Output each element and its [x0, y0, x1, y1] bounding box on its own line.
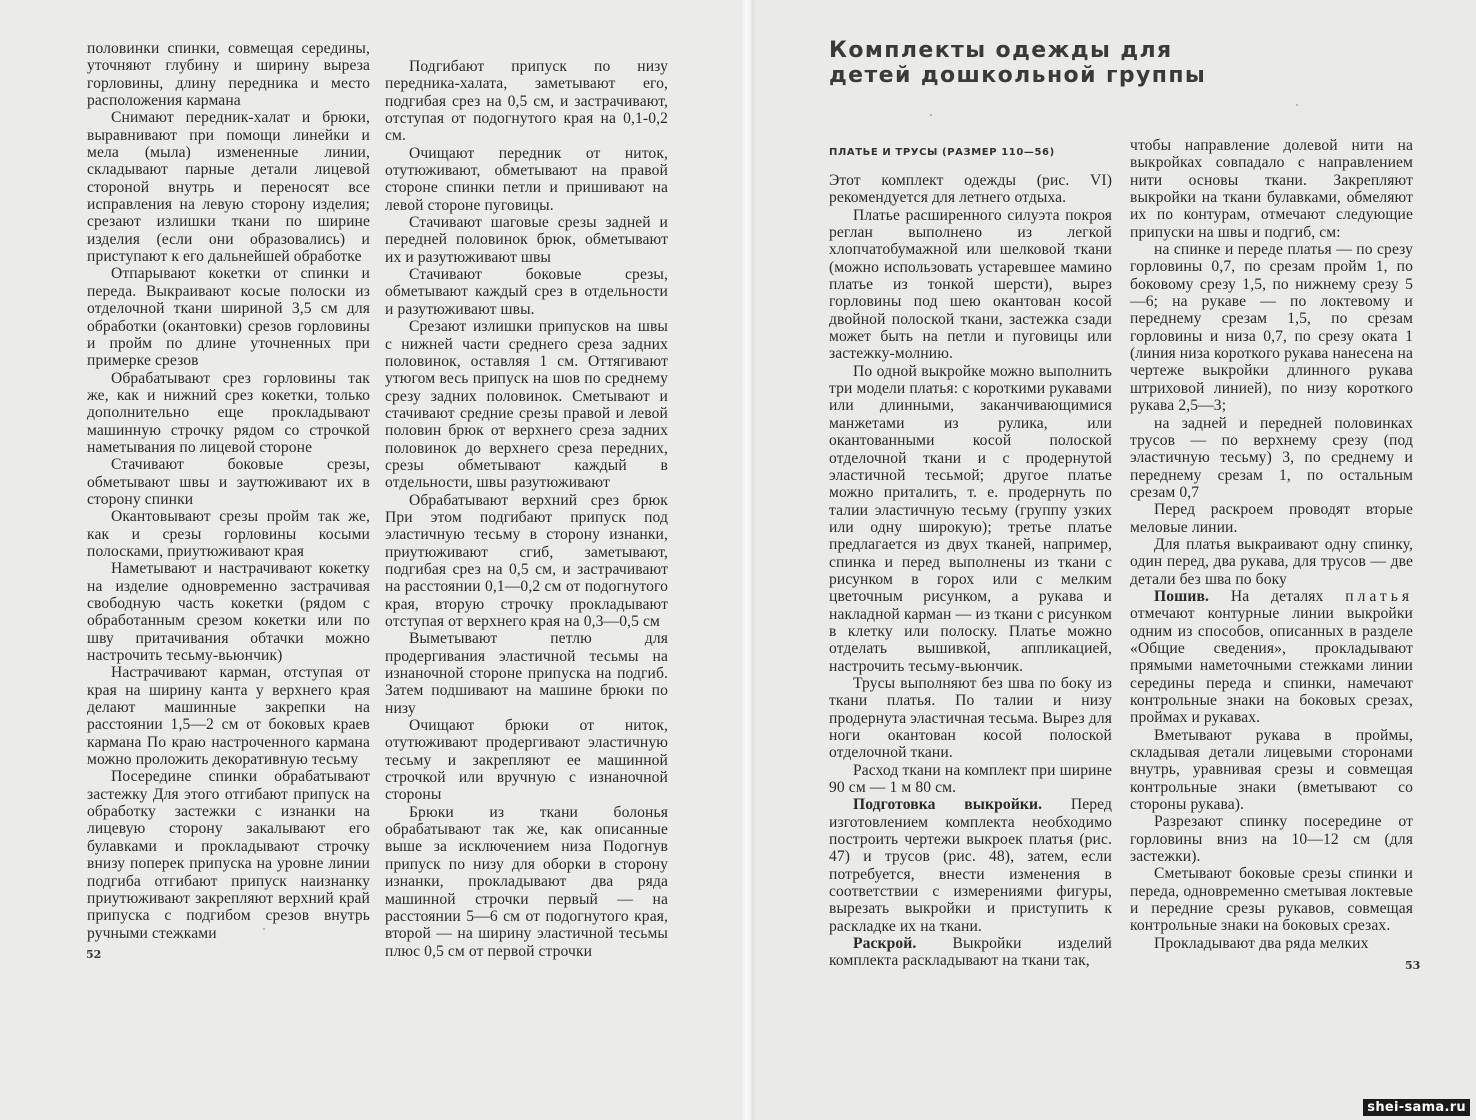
paragraph: Платье расширенного силуэта покроя реглан выполнено из легкой хлопчатобумажной или шелковой ткани (можно использовать устаревшее мамино платье из тонкой шерсти), вырез горловины под шею окантован косой двойной полоской ткани, застежка сзади может быть на петли и пуговицы или застежку-молнию.: [829, 206, 1112, 363]
run-in-heading: Пошив.: [1154, 587, 1209, 605]
paragraph-text: Выкройки изделий комплекта раскладывают на ткани так,: [829, 935, 1112, 970]
paragraph: Разрезают спинку посередине от горловины вниз на 10—12 см (для застежки).: [1130, 813, 1413, 866]
book-gutter: [740, 0, 754, 1120]
paragraph: на задней и передней половинках трусов — по верхнему срезу (под эластичную тесьму) 3, по среднему и переднему срезам 1, по остальным срезам 0,7: [1130, 414, 1413, 501]
paragraph: Вметывают рукава в проймы, складывая детали лицевыми сторонами внутрь, уравнивая срезы и совмещая контрольные знаки (вметывают со стороны рукава).: [1130, 726, 1413, 814]
run-in-heading: Раскрой.: [853, 935, 917, 953]
paragraph: половинки спинки, совмещая середины, уточняют глубину и ширину выреза горловины, длину передника и место расположения кармана: [87, 40, 370, 110]
paragraph: Стачивают боковые срезы, обметывают швы и заутюживают их в сторону спинки: [87, 456, 370, 508]
paragraph: [829, 935, 1112, 970]
paragraph: Снимают передник-халат и брюки, выравнивают при помощи линейки и мела (мыла) измененные линии, складывают парные детали лицевой стороной внутрь и переносят все исправления на левую сторону изделия; срезают излишки ткани по ширине изделия (если они образовались) и приступают к его дальнейшей обработке: [87, 109, 370, 266]
site-watermark: shei-sama.ru: [1363, 1099, 1470, 1116]
paragraph: Обрабатывают верхний срез брюк При этом подгибают припуск под эластичную тесьму в сторону изнанки, приутюживают сгиб, заметывают, подгибая срез на 0,5 см, и застрачивают на расстоянии 0,1—0,2 см от подогнутого края, вторую строчку прокладывают отступая от верхнего края на 0,3—0,5 см: [385, 491, 668, 630]
paragraph: Наметывают и настрачивают кокетку на изделие одновременно застрачивая свободную часть кокетки (рядом с обработанным срезом кокетки или по шву притачивания обтачки можно настрочить тесьму-вьюнчик): [87, 560, 370, 665]
paragraph: чтобы направление долевой нити на выкройках совпадало с направлением нити основы ткани. Закрепляют выкройки на ткани булавками, обмеляют их по контурам, отмечают следующие припуски на швы и подгиб, см:: [1130, 137, 1413, 241]
paragraph: [1130, 588, 1413, 727]
right-page-column-1: [829, 172, 1112, 970]
paragraph: По одной выкройке можно выполнить три модели платья: с короткими рукавами или длинными, заканчивающимися манжетами из рулика, или окантованными косой полоской отделочной ткани и с продернутой эластичной тесьмой; другое платье можно приталить, т. е. продернуть по талии эластичную тесьму (группу узких или одну широкую); третье платье предлагается из двух тканей, например, спинка и перед выполнены из ткани с рисунком в горох или с мелким цветочным рисунком, а рукава и накладной карман — из ткани с рисунком в клетку или полоску. Платье можно отделать вышивкой, аппликацией, настрочить тесьму-вьюнчик.: [829, 362, 1112, 675]
paragraph: Посередине спинки обрабатывают застежку Для этого отгибают припуск на обработку застежки с изнанки на лицевую сторону закалывают его булавками и прокладывают строчку внизу поперек припуска на уровне линии подгиба отгибают припуск наизнанку приутюживают закрепляют верхний край припуска с подгибом срезов внутрь ручными стежками: [87, 768, 370, 942]
paragraph-text: отмечают контурные линии выкройки одним из способов, описанных в разделе «Общие сведения», прокладывают прямыми наметочными стежками линии середины переда и спинки, намечают контрольные знаки на боковых срезах, проймах и рукавах.: [1130, 605, 1413, 727]
paragraph: Брюки из ткани болонья обрабатывают так же, как описанные выше за исключением низа Подогнув припуск по низу для оборки в сторону изнанки, прокладывают два ряда машинной строчки первый — на расстоянии 5—6 см от подогнутого края, второй — на ширину эластичной тесьмы плюс 0,5 см от первой строчки: [385, 803, 668, 960]
paragraph: Очищают брюки от ниток, отутюживают продергивают эластичную тесьму и закрепляют ее машинной строчкой или вручную с изнаночной стороны: [385, 717, 668, 804]
paragraph: на спинке и переде платья — по срезу горловины 0,7, по срезам пройм 1, по боковому срезу 1,5, по нижнему срезу 5—6; на рукаве — по локтевому и переднему срезам 1,5, по срезам горловины и низа 0,7, по срезу оката 1 (линия низа короткого рукава нанесена на чертеже выкройки длинного рукава штриховой линией), по низу короткого рукава 2,5—3;: [1130, 241, 1413, 415]
chapter-title: Комплекты одежды для детей дошкольной группы: [829, 38, 1207, 88]
paragraph: Подгибают припуск по низу передника-халата, заметывают его, подгибая срез на 0,5 см, и застрачивают, отступая от подогнутого края на 0,1-0,2 см.: [385, 58, 668, 145]
paragraph: Этот комплект одежды (рис. VI) рекомендуется для летнего отдыха.: [829, 172, 1112, 207]
paragraph: Выметывают петлю для продергивания эластичной тесьмы на изнаночной стороне припуска на подгиб. Затем подшивают на машине брюки по низу: [385, 630, 668, 717]
paragraph: Сметывают боковые срезы спинки и переда, одновременно сметывая локтевые и передние срезы рукавов, совмещая контрольные знаки на боковых срезах.: [1130, 865, 1413, 935]
run-in-heading: Подготовка выкройки.: [853, 796, 1043, 814]
paragraph: Для платья выкраивают одну спинку, один перед, два рукава, для трусов — две детали без шва по боку: [1130, 535, 1413, 588]
spaced-emphasis: платья: [1345, 587, 1413, 605]
paragraph: Отпарывают кокетки от спинки и переда. Выкраивают косые полоски из отделочной ткани шириной 3,5 см для обработки (окантовки) срезов горловины и пройм по длине уточненных при примерке срезов: [87, 265, 370, 370]
paragraph: Стачивают боковые срезы, обметывают каждый срез в отдельности и разутюживают швы.: [385, 266, 668, 318]
paragraph-text: Перед изготовлением комплекта необходимо построить чертежи выкроек платья (рис. 47) и трусов (рис. 48), затем, если потребуется, внести изменения в соответствии с измерениями фигуры, вырезать выкройки и приступить к раскладке их на ткани.: [829, 796, 1112, 935]
paragraph-text: На деталях: [1209, 587, 1346, 605]
left-page-column-1: [87, 40, 370, 942]
paragraph: Очищают передник от ниток, отутюживают, обметывают на правой стороне спинки петли и пришивают на левой стороне пуговицы.: [385, 144, 668, 214]
paragraph: Срезают излишки припусков на швы с нижней части среднего среза задних половинок, оставляя 1 см. Оттягивают утюгом весь припуск на шов по среднему срезу задних половинок. Сметывают и стачивают средние срезы правой и левой половин брюк от верхнего среза задних половинок до верхнего среза передних, срезы обметывают каждый в отдельности, швы разутюживают: [385, 318, 668, 492]
paragraph: Перед раскроем проводят вторые меловые линии.: [1130, 501, 1413, 536]
paragraph: Прокладывают два ряда мелких: [1154, 934, 1369, 952]
right-page-column-2: [1130, 137, 1413, 952]
paragraph: [829, 796, 1112, 935]
page-number-left: 52: [86, 948, 102, 961]
paper-speck: [263, 928, 265, 930]
paragraph: Окантовывают срезы пройм так же, как и срезы горловины косыми полосками, приутюживают края: [87, 508, 370, 560]
paragraph: Трусы выполняют без шва по боку из ткани платья. По талии и низу продернута эластичная тесьма. Вырез для ноги окантован косой полоской отделочной ткани.: [829, 674, 1112, 762]
paper-speck: [930, 114, 932, 116]
paragraph: Расход ткани на комплект при ширине 90 см — 1 м 80 см.: [829, 761, 1112, 797]
page-number-right: 53: [1405, 959, 1421, 972]
paragraph: Стачивают шаговые срезы задней и передней половинок брюк, обметывают их и разутюживают швы: [385, 214, 668, 266]
left-page-column-2: [385, 58, 668, 960]
paragraph: Обрабатывают срез горловины так же, как и нижний срез кокетки, только дополнительно еще прокладывают машинную строчку рядом со строчкой наметывания по лицевой стороне: [87, 369, 370, 456]
section-subheading: ПЛАТЬЕ И ТРУСЫ (РАЗМЕР 110—56): [829, 147, 1055, 158]
paragraph: Настрачивают карман, отступая от края на ширину канта у верхнего края делают машинные закрепки на расстоянии 1,5—2 см от боковых краев кармана По краю настроченного кармана можно проложить декоративную тесьму: [87, 664, 370, 769]
paper-speck: [1296, 104, 1298, 106]
